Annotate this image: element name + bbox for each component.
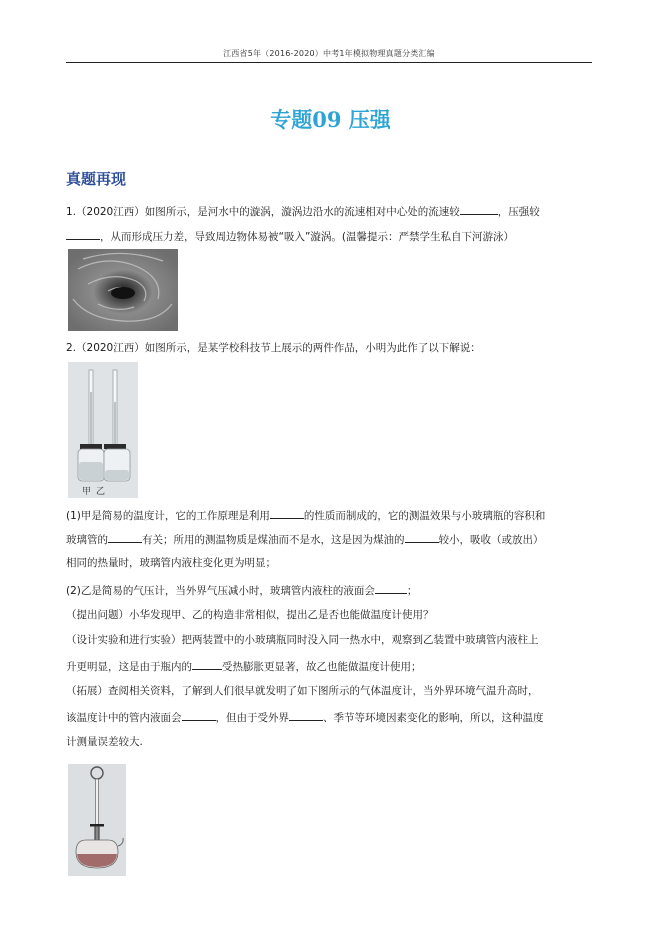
q1-text: ，压强较 [497,206,540,218]
q2-text: 较小，吸收（或放出） [438,534,544,546]
gas-thermometer-figure [68,764,126,876]
page-title: 专题09 压强 [270,107,391,132]
q1-line-2 [66,229,514,244]
q2-extension-line-1: （拓展）查阅相关资料，了解到人们很早就发明了如下图所示的气体温度计，当外界环境气温升高时， [66,685,539,697]
q2-text: 玻璃管的 [66,534,108,546]
q2-part1-line-1 [66,508,545,523]
q2-text: 该温度计中的管内液面会 [66,712,182,724]
answer-blank[interactable] [460,204,498,215]
q2-text: (1)甲是简易的温度计，它的工作原理是利用 [66,510,270,522]
answer-blank[interactable] [182,710,216,721]
q2-experiment-line-2 [66,659,422,674]
answer-blank[interactable] [192,659,222,670]
q2-part1-line-2 [66,532,544,547]
q2-experiment-line-1: （设计实验和进行实验）把两装置中的小玻璃瓶同时没入同一热水中，观察到乙装置中玻璃管内液柱上 [66,634,539,646]
q2-text: 的性质而制成的，它的测温效果与小玻璃瓶的容积和 [303,510,546,522]
q2-question-line: （提出问题）小华发现甲、乙的构造非常相似，提出乙是否也能做温度计使用？ [66,609,434,621]
answer-blank[interactable] [108,532,142,543]
figure-label-jia: 甲 [82,487,92,497]
q2-intro: 2.（2020江西）如图所示，是某学校科技节上展示的两件作品，小明为此作了以下解说： [66,342,481,354]
q1-text: 1.（2020江西）如图所示，是河水中的漩涡，漩涡边沿水的流速相对中心处的流速较 [66,206,460,218]
q2-part2-line-1 [66,583,417,598]
figure-label-yi: 乙 [96,487,106,497]
q2-text: (2)乙是简易的气压计，当外界气压减小时，玻璃管内液柱的液面会 [66,585,375,597]
thermometer-barometer-figure [68,362,138,498]
q2-text: 、季节等环境因素变化的影响，所以，这种温度 [323,712,544,724]
q2-part1-line-3: 相同的热量时，玻璃管内液柱变化更为明显； [66,557,276,569]
q2-extension-line-3: 计测量误差较大. [66,736,143,748]
q2-extension-line-2 [66,710,544,725]
q1-text: ，从而形成压力差，导致周边物体易被“吸入”漩涡。(温馨提示：严禁学生私自下河游泳） [100,231,514,243]
q2-text: ； [406,585,418,597]
header-divider [66,62,592,63]
q2-text: 受热膨胀更显著，故乙也能做温度计使用； [222,661,422,673]
running-header: 江西省5年（2016-2020）中考1年模拟物理真题分类汇编 [223,49,435,58]
answer-blank[interactable] [270,508,304,519]
q2-text: ，但由于受外界 [215,712,289,724]
answer-blank[interactable] [405,532,439,543]
answer-blank[interactable] [66,229,100,240]
q2-text: 有关；所用的测温物质是煤油而不是水，这是因为煤油的 [142,534,405,546]
answer-blank[interactable] [289,710,323,721]
whirlpool-photo [68,249,178,331]
q1-line-1 [66,204,540,219]
section-heading: 真题再现 [66,170,127,188]
answer-blank[interactable] [375,583,407,594]
q2-text: 升更明显，这是由于瓶内的 [66,661,192,673]
